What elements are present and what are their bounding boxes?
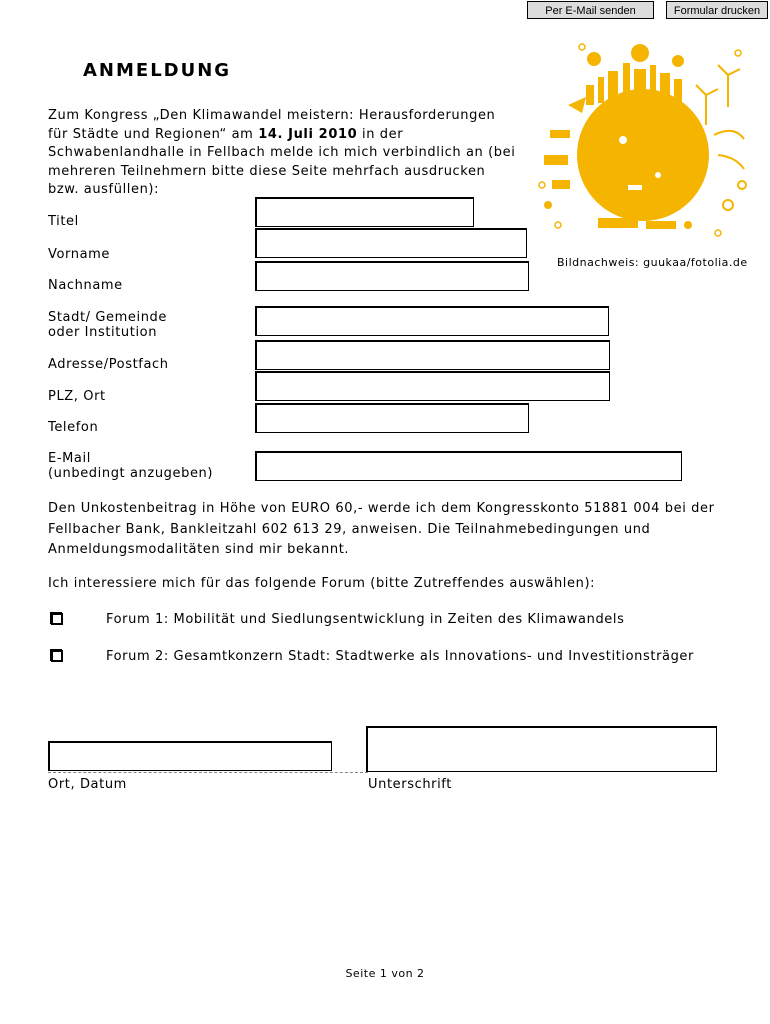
ort-datum-line <box>48 772 368 773</box>
sun-city-illustration <box>528 35 760 245</box>
email-field[interactable] <box>255 451 682 481</box>
forum-2-checkbox[interactable] <box>50 649 62 661</box>
email-label-line2: (unbedingt anzugeben) <box>48 466 214 481</box>
page-title: ANMELDUNG <box>83 60 232 81</box>
telefon-field[interactable] <box>255 403 529 433</box>
forum-intro: Ich interessiere mich für das folgende Forum (bitte Zutreffendes auswählen): <box>48 576 596 591</box>
ort-datum-field[interactable] <box>48 741 332 771</box>
ort-datum-label: Ort, Datum <box>48 777 127 792</box>
fee-text: Den Unkostenbeitrag in Höhe von EURO 60,- werde ich dem Kongresskonto 51881 004 bei der Fellbacher Bank, Bankleitzahl 602 613 29, anweisen. Die Teilnahmebedingungen und Anmeldungsmodalitäten sind mir bekannt. <box>48 501 715 557</box>
unterschrift-label: Unterschrift <box>368 777 452 792</box>
forum-2-label: Forum 2: Gesamtkonzern Stadt: Stadtwerke als Innovations- und Investitionsträger <box>106 649 694 664</box>
nachname-field[interactable] <box>255 261 529 291</box>
unterschrift-field[interactable] <box>366 726 717 772</box>
intro-text <box>48 107 518 200</box>
stadt-label-line1: Stadt/ Gemeinde <box>48 310 168 325</box>
telefon-label: Telefon <box>48 420 99 435</box>
adresse-label: Adresse/Postfach <box>48 357 169 372</box>
email-send-button[interactable]: Per E-Mail senden <box>527 1 654 19</box>
nachname-label: Nachname <box>48 278 123 293</box>
vorname-field[interactable] <box>255 228 527 258</box>
plz-field[interactable] <box>255 371 610 401</box>
plz-label: PLZ, Ort <box>48 389 106 404</box>
image-credit: Bildnachweis: guukaa/fotolia.de <box>557 256 748 269</box>
stadt-label-line2: oder Institution <box>48 325 158 340</box>
forum-1-label: Forum 1: Mobilität und Siedlungsentwicklung in Zeiten des Klimawandels <box>106 612 625 627</box>
intro-part1: Zum Kongress „Den Klimawandel meistern: Herausforderungen für Städte und Regionen“ am <box>48 108 496 142</box>
intro-date: 14. Juli 2010 <box>258 126 358 142</box>
email-label-line1: E-Mail <box>48 451 91 466</box>
titel-label: Titel <box>48 214 79 229</box>
page-number: Seite 1 von 2 <box>345 967 425 980</box>
stadt-field[interactable] <box>255 306 609 336</box>
vorname-label: Vorname <box>48 247 111 262</box>
titel-field[interactable] <box>255 197 474 227</box>
forum-1-checkbox[interactable] <box>50 612 62 624</box>
adresse-field[interactable] <box>255 340 610 370</box>
sun-city-icon <box>528 35 760 245</box>
intro-part2: in der Schwabenlandhalle in Fellbach melde ich mich verbindlich an (bei mehreren Teilnehmern bitte diese Seite mehrfach ausdrucken bzw. ausfüllen): <box>48 126 516 198</box>
print-form-button[interactable]: Formular drucken <box>666 1 768 19</box>
